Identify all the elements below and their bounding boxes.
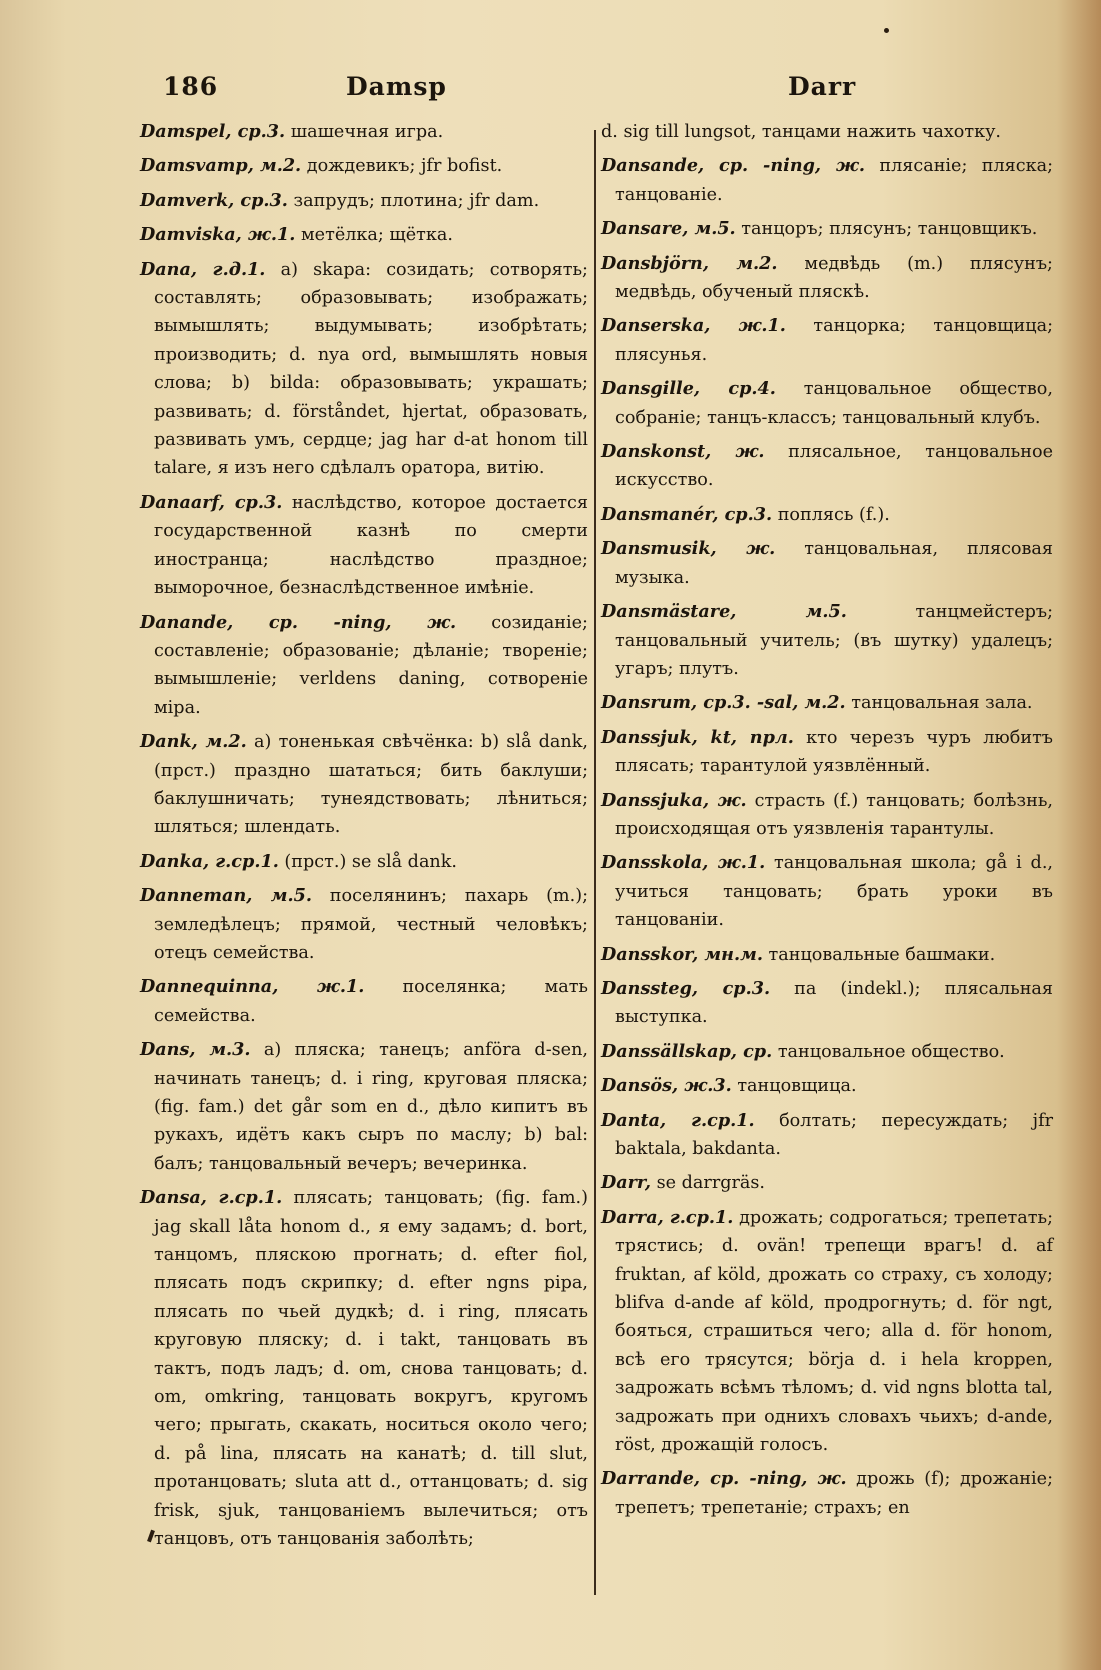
entry-definition: танцоръ; плясунъ; танцовщикъ.: [741, 219, 1038, 240]
entry-headword: Dansskor, мн.м.: [601, 943, 763, 965]
dictionary-entry: [601, 1107, 1053, 1164]
entry-headword: Danneman, м.5.: [140, 885, 312, 907]
entry-headword: Danka, г.ср.1.: [140, 850, 279, 872]
entry-headword: Danssjuk, kt, прл.: [601, 726, 794, 748]
dictionary-entry: [601, 152, 1053, 209]
entry-headword: Dansgille, ср.4.: [601, 378, 776, 400]
dictionary-entry: [601, 535, 1053, 592]
entry-definition: кто черезъ чуръ любитъ плясать; тарантулой уязвлённый.: [615, 727, 1053, 777]
entry-definition: дрожать; содрогаться; трепетать; трястись; d. ovän! трепещи врагъ! d. af fruktan, af köld, дрожать со страху, съ холоду; blifva d-ande af köld, продрогнуть; d. för ngt, бояться, страшиться чего; alla d. för honom, всѣ его трясутся; börja d. i hela kroppen, задрожать всѣмъ тѣломъ; d. vid ngns blotta tal, задрожать при однихъ словахъ чьихъ; d-ande, röst, дрожащій голосъ.: [615, 1207, 1054, 1456]
entry-headword: Dans, м.3.: [140, 1039, 251, 1061]
entry-headword: Darr,: [601, 1172, 652, 1194]
entry-headword: Dansmanér, ср.3.: [601, 503, 773, 525]
entry-headword: Dansare, м.5.: [601, 218, 736, 240]
running-head-left: Damsp: [346, 72, 447, 101]
dictionary-entry: [140, 728, 588, 842]
entry-definition: поплясь (f.).: [777, 504, 890, 525]
dictionary-entry: [601, 501, 1053, 529]
dictionary-entry: [601, 1038, 1053, 1066]
entry-definition: a) skapa: созидать; сотворять; составлять; образовывать; изображать; вымышлять; выдумывать; изобрѣтать; производить; d. nya ord, вымышлять новыя слова; b) bilda: образовывать; украшать; развивать; d. förståndet, hjertat, образовать, развивать умъ, сердце; jag har d-at honom till talare, я изъ него сдѣлалъ оратора, витію.: [154, 259, 588, 479]
dictionary-entry: [601, 598, 1053, 683]
entry-headword: Dansande, ср. -ning, ж.: [601, 155, 866, 177]
dictionary-entry: [601, 849, 1053, 934]
dictionary-entry: [140, 1036, 588, 1178]
dictionary-entry: [601, 250, 1053, 307]
dictionary-entry: [601, 941, 1053, 969]
dictionary-entry: [140, 848, 588, 876]
entry-headword: Dana, г.д.1.: [140, 258, 266, 280]
entry-headword: Danssjuka, ж.: [601, 789, 747, 811]
entry-definition: страсть (f.) танцовать; болѣзнь, происходящая отъ уязвленія тарантулы.: [615, 790, 1053, 839]
entry-headword: Dansös, ж.3.: [601, 1075, 732, 1097]
entry-headword: Danssteg, ср.3.: [601, 977, 771, 999]
entry-definition: наслѣдство, которое достается государственной казнѣ по смерти иностранца; наслѣдство праздное; выморочное, безнаслѣдственное имѣніе.: [154, 492, 588, 599]
dictionary-entry: [601, 1169, 1053, 1197]
dictionary-entry: [601, 312, 1053, 369]
entry-headword: Danta, г.ср.1.: [601, 1109, 755, 1131]
entry-definition: (прст.) se slå dank.: [284, 851, 458, 872]
entry-headword: Dansbjörn, м.2.: [601, 252, 778, 274]
dictionary-entry: [140, 256, 588, 483]
entry-headword: Damverk, ср.3.: [140, 189, 288, 211]
dictionary-entry: [601, 438, 1053, 495]
entry-headword: Danserska, ж.1.: [601, 315, 786, 337]
left-column: [140, 118, 588, 1560]
dictionary-entry: [140, 187, 588, 215]
entry-definition: дождевикъ; jfr bofist.: [306, 156, 503, 177]
entry-headword: Darrande, ср. -ning, ж.: [601, 1468, 847, 1490]
entry-headword: Dank, м.2.: [140, 731, 247, 753]
dictionary-entry: [140, 118, 588, 146]
entry-headword: Danskonst, ж.: [601, 441, 765, 463]
entry-definition: a) пляска; танецъ; anföra d-sen, начинать танецъ; d. i ring, круговая пляска; (fig. fam.) det går som en d., дѣло кипитъ въ рукахъ, идётъ какъ сыръ по маслу; b) bal: балъ; танцовальный вечеръ; вечеринка.: [154, 1040, 589, 1174]
column-divider: [594, 130, 596, 1595]
entry-headword: Dansa, г.ср.1.: [140, 1187, 283, 1209]
entry-definition: плясальное, танцовальное искусство.: [615, 442, 1053, 491]
entry-definition: танцовальное общество, собраніе; танцъ-классъ; танцовальный клубъ.: [615, 379, 1053, 428]
entry-definition: a) тоненькая свѣчёнка: b) slå dank, (прст.) праздно шататься; бить баклуши; баклушничать; тунеядствовать; лѣниться; шляться; шлендать.: [154, 732, 589, 838]
entry-definition: поселянка; мать семейства.: [154, 977, 588, 1026]
entry-definition: плясать; танцовать; (fig. fam.) jag skall låta honom d., я ему задамъ; d. bort, танцомъ, пляскою прогнать; d. efter fiol, плясать подъ скрипку; d. efter ngns pipa, плясать по чьей дудкѣ; d. i ring, плясать круговую пляску; d. i takt, танцовать въ тактъ, подъ ладъ; d. om, снова танцовать; d. om, omkring, танцовать вокругъ, кругомъ чего; прыгать, скакать, носиться около чего; d. på lina, плясать на канатѣ; d. till slut, протанцовать; sluta att d., оттанцовать; d. sig frisk, sjuk, танцованіемъ вылечиться; отъ танцовъ, отъ танцованія заболѣть;: [154, 1188, 588, 1550]
entry-definition: se darrgräs.: [656, 1173, 766, 1194]
entry-definition: метёлка; щётка.: [300, 225, 453, 246]
dictionary-entry: [601, 1072, 1053, 1100]
ink-spot: [884, 28, 889, 33]
entry-definition: поселянинъ; пахарь (m.); земледѣлецъ; прямой, честный человѣкъ; отецъ семейства.: [154, 886, 588, 963]
entry-definition: танцмейстеръ; танцовальный учитель; (въ шутку) удалецъ; угаръ; плутъ.: [615, 602, 1054, 679]
running-head-right: Darr: [788, 72, 857, 101]
entry-headword: Danaarf, ср.3.: [140, 491, 283, 513]
entry-headword: Damsvamp, м.2.: [140, 155, 302, 177]
entry-headword: Damviska, ж.1.: [140, 224, 296, 246]
entry-headword: Dansmusik, ж.: [601, 538, 776, 560]
dictionary-entry: [601, 787, 1053, 844]
dictionary-entry: [601, 1465, 1053, 1522]
right-column: [601, 118, 1053, 1528]
entry-definition: болтать; пересуждать; jfr baktala, bakdanta.: [615, 1110, 1053, 1159]
dictionary-entry: [140, 882, 588, 967]
entry-headword: Dansrum, ср.3. -sal, м.2.: [601, 692, 846, 714]
dictionary-entry: [140, 609, 588, 723]
dictionary-entry: [601, 975, 1053, 1032]
dictionary-entry: [601, 689, 1053, 717]
dictionary-entry: [601, 215, 1053, 243]
dictionary-entry: [601, 724, 1053, 781]
entry-definition: танцовальная школа; gå i d., учиться танцовать; брать уроки въ танцованіи.: [615, 853, 1054, 931]
entry-definition: запрудъ; плотина; jfr dam.: [293, 190, 540, 211]
entry-headword: Danssällskap, ср.: [601, 1040, 773, 1062]
entry-definition: танцовальное общество.: [777, 1041, 1005, 1062]
entry-definition: медвѣдь (m.) плясунъ; медвѣдь, обученый пляскѣ.: [615, 253, 1053, 303]
entry-headword: Damspel, ср.3.: [140, 121, 286, 142]
dictionary-entry: [140, 489, 588, 603]
dictionary-entry: [601, 1204, 1053, 1460]
entry-definition: d. sig till lungsot, танцами нажить чахотку.: [601, 122, 1002, 142]
dictionary-entry: [140, 973, 588, 1030]
entry-definition: плясаніе; пляска; танцованіе.: [615, 156, 1054, 205]
entry-definition: танцовальная, плясовая музыка.: [615, 539, 1054, 588]
entry-definition: шашечная игра.: [290, 122, 444, 142]
dictionary-entry: [601, 375, 1053, 432]
entry-headword: Darra, г.ср.1.: [601, 1206, 734, 1228]
entry-definition: танцовальная зала.: [851, 693, 1033, 714]
page-number: 186: [163, 72, 219, 101]
entry-headword: Dansmästare, м.5.: [601, 601, 847, 623]
dictionary-entry: [140, 1184, 588, 1553]
entry-definition: созиданіе; составленіе; образованіе; дѣланіе; твореніе; вымышленіе; verldens daning, сотвореніе міра.: [154, 612, 588, 718]
entry-headword: Danande, ср. -ning, ж.: [140, 611, 457, 633]
entry-definition: па (indekl.); плясальная выступка.: [615, 978, 1054, 1028]
entry-definition: танцорка; танцовщица; плясунья.: [615, 316, 1053, 365]
entry-definition: танцовщица.: [737, 1076, 857, 1097]
dictionary-entry: [140, 152, 588, 180]
entry-definition: дрожь (f); дрожаніе; трепетъ; трепетаніе; страхъ; en: [615, 1469, 1054, 1518]
entry-headword: Dannequinna, ж.1.: [140, 976, 365, 998]
entry-definition: танцовальные башмаки.: [768, 944, 996, 965]
entry-headword: Dansskola, ж.1.: [601, 852, 766, 874]
dictionary-entry: [140, 221, 588, 249]
dictionary-entry: [601, 118, 1053, 146]
